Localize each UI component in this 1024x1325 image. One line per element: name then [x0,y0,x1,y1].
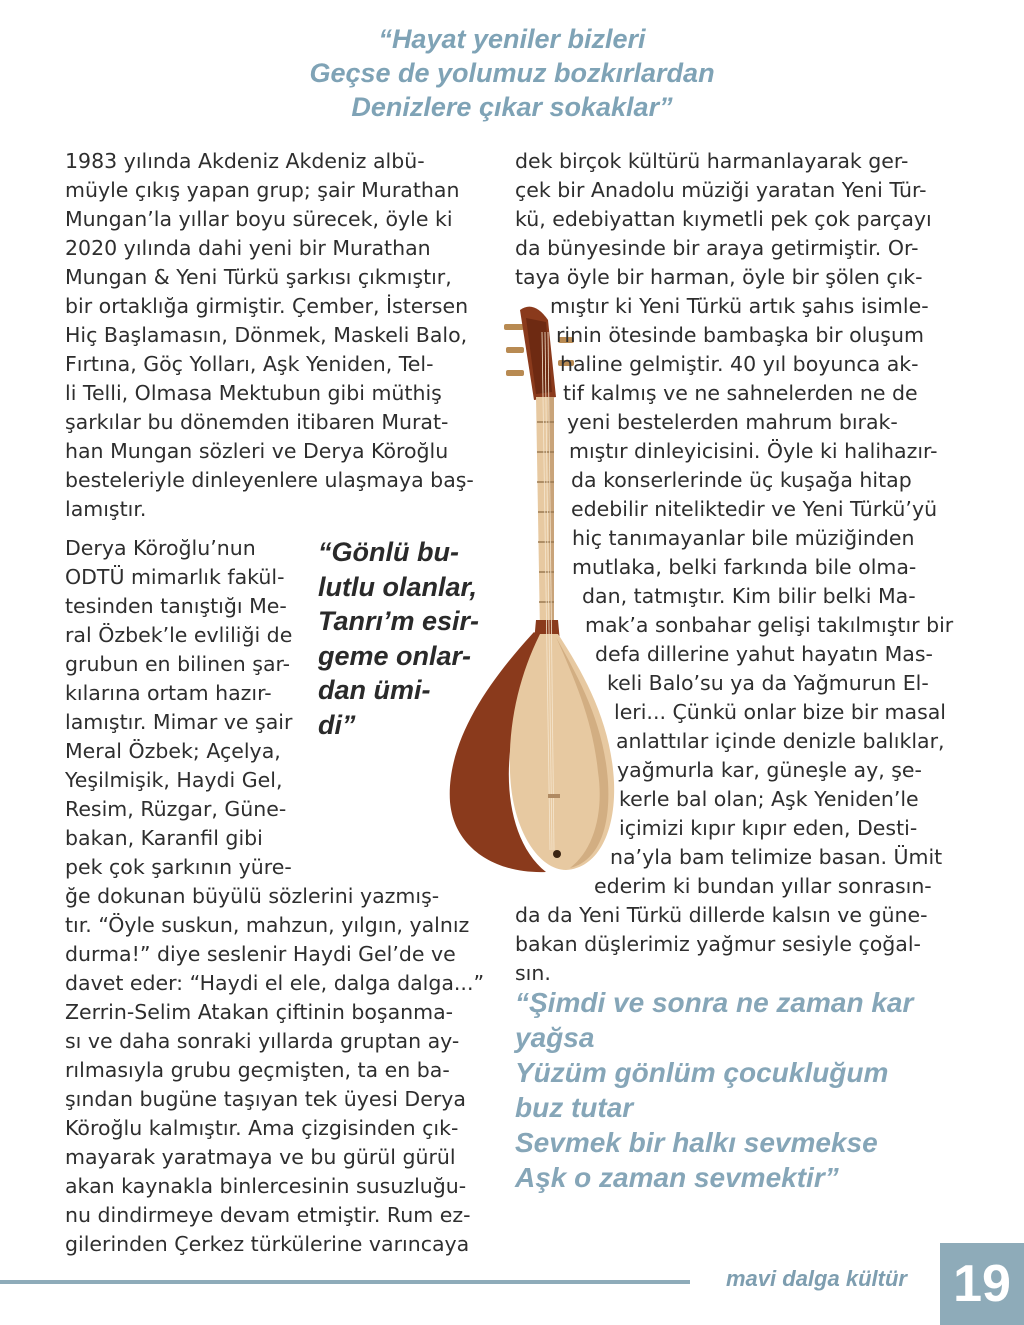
text-line: da da Yeni Türkü dillerde kalsın ve güne- [515,903,928,927]
text-line: sı ve daha sonraki yıllarda gruptan ay- [65,1029,460,1053]
text-line: Mungan’la yıllar boyu sürecek, öyle ki [65,207,453,231]
text-line: şından bugüne taşıyan tek üyesi Derya [65,1087,466,1111]
text-line: Derya Köroğlu’nun [65,536,256,560]
header-quote-line: Geçse de yolumuz bozkırlardan [309,58,715,88]
text-line: taya öyle bir harman, öyle bir şölen çık- [515,265,923,289]
text-line: anlattılar içinde denizle balıklar, [616,729,945,753]
header-pull-quote [0,22,1024,124]
text-line: da bünyesinde bir araya getirmiştir. Or- [515,236,919,260]
text-line: mayarak yaratmaya ve bu gürül gürül [65,1145,456,1169]
pull-quote-line: Aşk o zaman sevmektir” [515,1162,839,1193]
text-line: Yeşilmişik, Haydi Gel, [65,768,283,792]
page-number-box [940,1243,1024,1325]
pull-quote-line: Yüzüm gönlüm çocukluğum [515,1057,889,1088]
text-line: bakan, Karanfil gibi [65,826,263,850]
text-line: lamıştır. [65,497,147,521]
text-line: grubun en bilinen şar- [65,652,291,676]
text-line: yağmurla kar, güneşle ay, şe- [617,758,922,782]
text-line: çek bir Anadolu müziği yaratan Yeni Tür- [515,178,927,202]
text-line: şarkılar bu dönemden itibaren Murat- [65,410,449,434]
text-line: dan, tatmıştır. Kim bilir belki Ma- [582,584,916,608]
text-line: tif kalmış ve ne sahnelerden ne de [563,381,918,405]
text-line: Hiç Başlamasın, Dönmek, Maskeli Balo, [65,323,468,347]
pull-quote-line: Sevmek bir halkı sevmekse [515,1127,878,1158]
pull-quote-line: Tanrı’m esir- [318,606,480,636]
text-line: besteleriyle dinleyenlere ulaşmaya baş- [65,468,474,492]
text-line: Resim, Rüzgar, Güne- [65,797,287,821]
text-line: kerle bal olan; Aşk Yeniden’le [619,787,919,811]
pull-quote-line: yağsa [515,1022,595,1053]
text-line: ral Özbek’le evliliği de [65,623,293,647]
text-line: ğe dokunan büyülü sözlerini yazmış- [65,884,440,908]
text-line: mıştır ki Yeni Türkü artık şahıs isimle- [550,294,929,318]
text-line: Fırtına, Göç Yolları, Aşk Yeniden, Tel- [65,352,434,376]
pull-quote-line: dan ümi- [318,675,431,705]
footer-divider [0,1280,690,1284]
text-line: tır. “Öyle suskun, mahzun, yılgın, yalnız [65,913,470,937]
text-line: kü, edebiyattan kıymetli pek çok parçayı [515,207,932,231]
pull-quote-line: geme onlar- [318,640,472,671]
header-quote-line: “Hayat yeniler bizleri [378,24,646,54]
text-line: bakan düşlerimiz yağmur sesiyle çoğal- [515,932,921,956]
text-line: davet eder: “Haydi el ele, dalga dalga...” [65,971,485,995]
text-line: Meral Özbek; Açelya, [65,739,281,763]
text-line: kılarına ortam hazır- [65,681,272,705]
text-line: pek çok şarkının yüre- [65,855,292,879]
pull-quote-line: di” [318,709,356,740]
text-line: leri... Çünkü onlar bize bir masal [614,700,947,724]
text-line: nu dindirmeye devam etmiştir. Rum ez- [65,1203,471,1227]
text-line: han Mungan sözleri ve Derya Köroğlu [65,439,449,463]
text-line: rılmasıyla grubu geçmişten, ta en ba- [65,1058,450,1082]
text-line: 1983 yılında Akdeniz Akdeniz albü- [65,149,425,173]
text-line: rinin ötesinde bambaşka bir oluşum [556,323,924,347]
text-line: Mungan & Yeni Türkü şarkısı çıkmıştır, [65,265,452,289]
column-1-top-paragraph [65,147,474,524]
text-line: yeni bestelerden mahrum bırak- [567,410,898,434]
text-line: müyle çıkış yapan grup; şair Murathan [65,178,460,202]
right-pull-quote [515,985,913,1195]
text-line: mıştır dinleyicisini. Öyle ki halihazır- [569,439,938,463]
pull-quote-line: “Gönlü bu- [318,537,459,567]
text-line: ODTÜ mimarlık fakül- [65,565,285,589]
text-line: li Telli, Olmasa Mektubun gibi müthiş [65,381,442,405]
page-number: 19 [953,1255,1011,1313]
column-2-paragraph [515,147,953,988]
pull-quote-line: lutlu olanlar, [318,571,478,602]
text-line: lamıştır. Mimar ve şair [65,710,293,734]
text-line: dek birçok kültürü harmanlayarak ger- [515,149,909,173]
text-line: mak’a sonbahar gelişi takılmıştır bir [585,613,954,637]
text-line: edebilir niteliktedir ve Yeni Türkü’yü [571,497,938,521]
text-line: 2020 yılında dahi yeni bir Murathan [65,236,431,260]
text-line: sın. [515,961,551,985]
text-line: tesinden tanıştığı Me- [65,594,287,618]
text-line: na’yla bam telimize basan. Ümit [610,845,943,869]
text-line: da konserlerinde üç kuşağa hitap [571,468,912,492]
text-line: ederim ki bundan yıllar sonrasın- [594,874,932,898]
pull-quote-line: “Şimdi ve sonra ne zaman kar [515,987,914,1018]
text-line: içimizi kıpır kıpır eden, Desti- [619,816,918,840]
text-line: durma!” diye seslenir Haydi Gel’de ve [65,942,456,966]
text-line: akan kaynakla binlercesinin susuzluğu- [65,1174,467,1198]
text-line: hiç tanımayanlar bile müziğinden [572,526,915,550]
text-line: Köroğlu kalmıştır. Ama çizgisinden çık- [65,1116,459,1140]
header-quote-line: Denizlere çıkar sokaklar” [351,92,673,122]
text-line: gilerinden Çerkez türkülerine varıncaya [65,1232,470,1256]
footer-brand: mavi dalga kültür [726,1266,907,1291]
text-line: haline gelmiştir. 40 yıl boyunca ak- [560,352,919,376]
text-line: keli Balo’su ya da Yağmurun El- [607,671,929,695]
text-line: defa dillerine yahut hayatın Mas- [595,642,933,666]
text-line: bir ortaklığa girmiştir. Çember, İstersen [65,294,469,318]
pull-quote-line: buz tutar [515,1092,634,1123]
text-line: Zerrin-Selim Atakan çiftinin boşanma- [65,1000,454,1024]
text-line: mutlaka, belki farkında bile olma- [572,555,917,579]
